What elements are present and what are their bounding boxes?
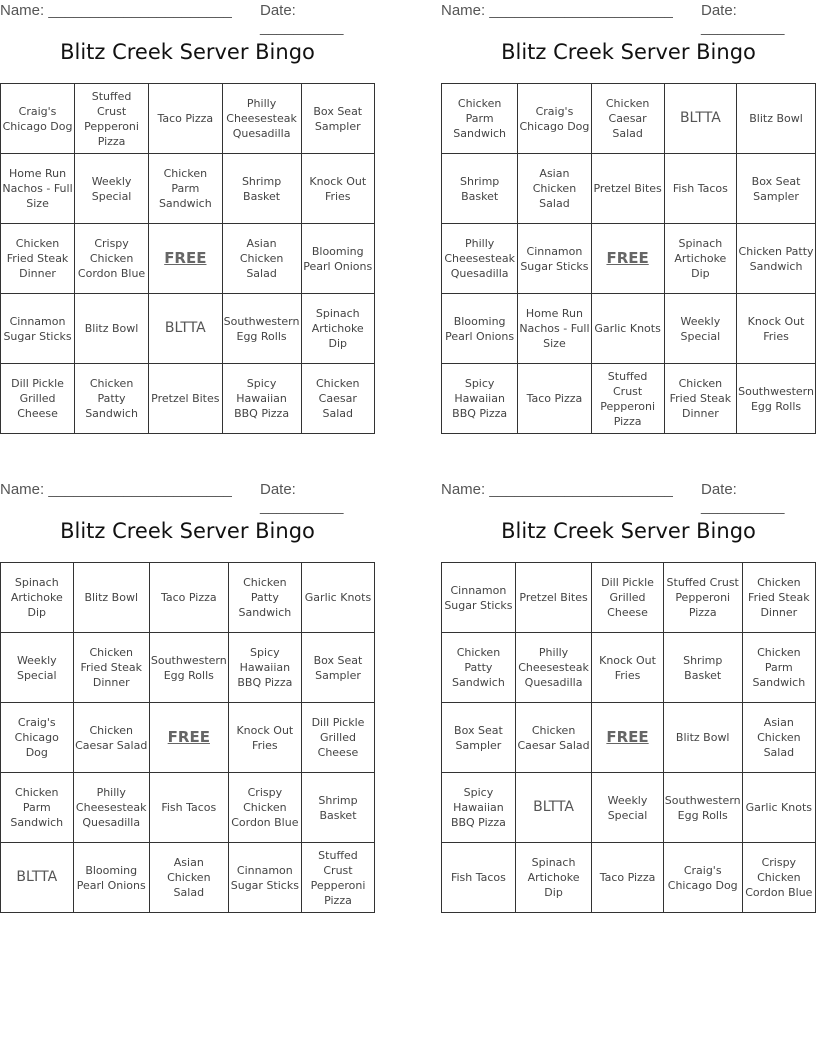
bingo-cell: Box Seat Sampler [301, 84, 375, 154]
bingo-cell: Blooming Pearl Onions [301, 224, 375, 294]
bingo-cell: Fish Tacos [664, 154, 736, 224]
bingo-cell: Fish Tacos [442, 843, 516, 913]
bingo-cell: Chicken Fried Steak Dinner [664, 364, 736, 434]
bingo-cell: Chicken Caesar Salad [73, 703, 149, 773]
bingo-cell: Southwestern Egg Rolls [149, 633, 228, 703]
bingo-cell: Shrimp Basket [442, 154, 518, 224]
bingo-cell: Stuffed Crust Pepperoni Pizza [301, 843, 374, 913]
bingo-cell: Chicken Fried Steak Dinner [742, 563, 815, 633]
bingo-cell: Weekly Special [75, 154, 149, 224]
bingo-cell: Spinach Artichoke Dip [664, 224, 736, 294]
bingo-cell: BLTTA [1, 843, 74, 913]
grid-row [1, 633, 375, 703]
date-field-label: Date: __________ [701, 2, 785, 36]
free-space-cell: FREE [149, 224, 223, 294]
bingo-cell: Garlic Knots [591, 294, 664, 364]
grid-row [442, 84, 816, 154]
bingo-cell: Philly Cheesesteak Quesadilla [73, 773, 149, 843]
bingo-cell: Taco Pizza [518, 364, 591, 434]
bingo-cell: Chicken Fried Steak Dinner [1, 224, 75, 294]
bingo-cell: Spicy Hawaiian BBQ Pizza [228, 633, 301, 703]
bingo-cell: BLTTA [664, 84, 736, 154]
grid-row [1, 224, 375, 294]
bingo-cell: Home Run Nachos - Full Size [1, 154, 75, 224]
bingo-cell: Chicken Patty Sandwich [75, 364, 149, 434]
bingo-cell: Southwestern Egg Rolls [663, 773, 742, 843]
free-space-cell: FREE [149, 703, 228, 773]
bingo-card-1 [0, 0, 375, 420]
bingo-cell: Blooming Pearl Onions [442, 294, 518, 364]
bingo-cell: Knock Out Fries [737, 294, 816, 364]
bingo-cell: Fish Tacos [149, 773, 228, 843]
bingo-cell: BLTTA [515, 773, 591, 843]
bingo-card-3 [0, 479, 375, 907]
name-field-label: Name: ______________________ [441, 2, 673, 19]
card-header [441, 0, 816, 36]
grid-row [442, 633, 816, 703]
bingo-cell: Spicy Hawaiian BBQ Pizza [442, 773, 516, 843]
name-field-label: Name: ______________________ [0, 2, 232, 19]
bingo-cell: Southwestern Egg Rolls [737, 364, 816, 434]
bingo-cell: Pretzel Bites [515, 563, 591, 633]
grid-row [1, 703, 375, 773]
bingo-cell: Knock Out Fries [228, 703, 301, 773]
bingo-cell: Blooming Pearl Onions [73, 843, 149, 913]
bingo-cell: Dill Pickle Grilled Cheese [592, 563, 664, 633]
grid-row [442, 773, 816, 843]
bingo-cell: Taco Pizza [592, 843, 664, 913]
bingo-cell: Philly Cheesesteak Quesadilla [442, 224, 518, 294]
bingo-cell: Cinnamon Sugar Sticks [228, 843, 301, 913]
bingo-cell: Spicy Hawaiian BBQ Pizza [222, 364, 301, 434]
bingo-cell: Cinnamon Sugar Sticks [1, 294, 75, 364]
grid-row [442, 224, 816, 294]
grid-row [1, 563, 375, 633]
name-field-label: Name: ______________________ [441, 481, 673, 498]
bingo-cell: Asian Chicken Salad [149, 843, 228, 913]
bingo-cell: Pretzel Bites [149, 364, 223, 434]
bingo-cell: Weekly Special [592, 773, 664, 843]
bingo-cell: Asian Chicken Salad [222, 224, 301, 294]
card-title: Blitz Creek Server Bingo [501, 40, 756, 64]
card-header [0, 479, 375, 515]
free-space-cell: FREE [592, 703, 664, 773]
grid-row [442, 703, 816, 773]
grid-row [442, 843, 816, 913]
bingo-cell: Pretzel Bites [591, 154, 664, 224]
grid-row [442, 294, 816, 364]
grid-row [1, 773, 375, 843]
bingo-cell: Asian Chicken Salad [518, 154, 591, 224]
bingo-grid [441, 562, 816, 913]
bingo-cell: Box Seat Sampler [442, 703, 516, 773]
bingo-cell: Spicy Hawaiian BBQ Pizza [442, 364, 518, 434]
card-title: Blitz Creek Server Bingo [60, 519, 315, 543]
date-field-label: Date: __________ [701, 481, 785, 515]
name-field-label: Name: ______________________ [0, 481, 232, 498]
bingo-card-4 [441, 479, 816, 899]
bingo-cell: Chicken Patty Sandwich [442, 633, 516, 703]
bingo-cell: Blitz Bowl [663, 703, 742, 773]
bingo-cell: Chicken Parm Sandwich [742, 633, 815, 703]
card-title: Blitz Creek Server Bingo [60, 40, 315, 64]
date-field-label: Date: __________ [260, 481, 344, 515]
bingo-cell: Home Run Nachos - Full Size [518, 294, 591, 364]
bingo-cell: Chicken Patty Sandwich [737, 224, 816, 294]
bingo-grid [441, 83, 816, 434]
bingo-cell: Chicken Caesar Salad [515, 703, 591, 773]
grid-row [442, 364, 816, 434]
bingo-cell: Chicken Caesar Salad [591, 84, 664, 154]
card-header [441, 479, 816, 515]
grid-row [1, 84, 375, 154]
bingo-cell: BLTTA [149, 294, 223, 364]
bingo-cell: Southwestern Egg Rolls [222, 294, 301, 364]
bingo-cell: Stuffed Crust Pepperoni Pizza [591, 364, 664, 434]
bingo-cell: Spinach Artichoke Dip [301, 294, 375, 364]
bingo-cell: Knock Out Fries [592, 633, 664, 703]
bingo-cell: Craig's Chicago Dog [1, 84, 75, 154]
bingo-cell: Philly Cheesesteak Quesadilla [515, 633, 591, 703]
bingo-cell: Craig's Chicago Dog [663, 843, 742, 913]
bingo-cell: Chicken Parm Sandwich [1, 773, 74, 843]
bingo-cell: Craig's Chicago Dog [518, 84, 591, 154]
bingo-cell: Weekly Special [1, 633, 74, 703]
date-field-label: Date: __________ [260, 2, 344, 36]
bingo-cell: Chicken Fried Steak Dinner [73, 633, 149, 703]
bingo-grid [0, 83, 375, 434]
bingo-cell: Shrimp Basket [663, 633, 742, 703]
bingo-cell: Dill Pickle Grilled Cheese [301, 703, 374, 773]
grid-row [1, 154, 375, 224]
card-title: Blitz Creek Server Bingo [501, 519, 756, 543]
bingo-cell: Spinach Artichoke Dip [1, 563, 74, 633]
bingo-cell: Garlic Knots [301, 563, 374, 633]
bingo-cell: Craig's Chicago Dog [1, 703, 74, 773]
grid-row [442, 563, 816, 633]
bingo-cell: Taco Pizza [149, 84, 223, 154]
bingo-cell: Chicken Caesar Salad [301, 364, 375, 434]
bingo-cell: Cinnamon Sugar Sticks [442, 563, 516, 633]
bingo-cell: Philly Cheesesteak Quesadilla [222, 84, 301, 154]
bingo-cell: Garlic Knots [742, 773, 815, 843]
grid-row [442, 154, 816, 224]
grid-row [1, 364, 375, 434]
bingo-cell: Crispy Chicken Cordon Blue [228, 773, 301, 843]
grid-row [1, 843, 375, 913]
bingo-cell: Spinach Artichoke Dip [515, 843, 591, 913]
bingo-cell: Blitz Bowl [73, 563, 149, 633]
free-space-cell: FREE [591, 224, 664, 294]
bingo-cell: Taco Pizza [149, 563, 228, 633]
bingo-card-2 [441, 0, 816, 428]
bingo-cell: Dill Pickle Grilled Cheese [1, 364, 75, 434]
bingo-cell: Cinnamon Sugar Sticks [518, 224, 591, 294]
bingo-cell: Asian Chicken Salad [742, 703, 815, 773]
bingo-cell: Blitz Bowl [737, 84, 816, 154]
bingo-cell: Box Seat Sampler [737, 154, 816, 224]
bingo-cell: Shrimp Basket [301, 773, 374, 843]
grid-row [1, 294, 375, 364]
bingo-cell: Weekly Special [664, 294, 736, 364]
bingo-cell: Crispy Chicken Cordon Blue [75, 224, 149, 294]
bingo-cell: Blitz Bowl [75, 294, 149, 364]
bingo-cell: Stuffed Crust Pepperoni Pizza [663, 563, 742, 633]
bingo-cell: Stuffed Crust Pepperoni Pizza [75, 84, 149, 154]
bingo-cell: Chicken Patty Sandwich [228, 563, 301, 633]
bingo-cell: Chicken Parm Sandwich [442, 84, 518, 154]
bingo-cell: Crispy Chicken Cordon Blue [742, 843, 815, 913]
bingo-cell: Knock Out Fries [301, 154, 375, 224]
bingo-cell: Chicken Parm Sandwich [149, 154, 223, 224]
bingo-grid [0, 562, 375, 913]
bingo-cell: Box Seat Sampler [301, 633, 374, 703]
card-header [0, 0, 375, 36]
bingo-cell: Shrimp Basket [222, 154, 301, 224]
